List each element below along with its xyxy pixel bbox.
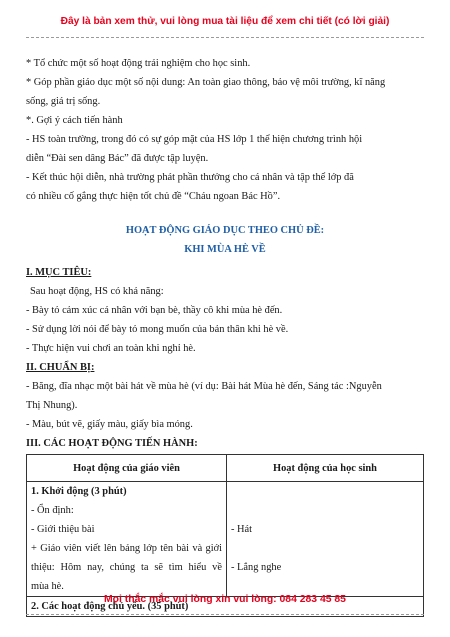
table-header-row [27,455,424,482]
document-body [26,54,424,617]
student-line: - Lắng nghe [231,562,282,573]
objective-line: Sau hoạt động, HS có khả năng: [30,286,164,297]
intro-line: diễn “Đài sen dâng Bác” đã được tập luyện. [26,153,209,164]
intro-line: * Góp phần giáo dục một số nội dung: An toàn giao thông, bảo vệ môi trường, kĩ năng [26,77,386,88]
intro-line: *. Gợi ý cách tiến hành [26,115,123,126]
objective-line: - Bày tỏ cảm xúc cá nhân với bạn bè, thầy cô khi mùa hè đến. [26,305,283,316]
objective-line: - Sử dụng lời nói để bày tỏ mong muốn của bản thân khi hè về. [26,324,289,335]
col-teacher-header: Hoạt động của giáo viên [27,455,227,482]
teacher-line: mùa hè. [31,581,64,592]
topic-title: HOẠT ĐỘNG GIÁO DỤC THEO CHỦ ĐỀ: [125,225,325,236]
header-divider [26,37,424,38]
preparation-line: - Màu, bút vẽ, giấy màu, giấy bìa móng. [26,419,193,430]
preparation-line: Thị Nhung). [26,400,78,411]
footer-banner: Mọi thắc mắc vui lòng xin vui lòng: 084 283 45 85 [104,594,346,605]
intro-line: - HS toàn trường, trong đó có sự góp mặt của HS lớp 1 thể hiện chương trình hội [26,134,363,145]
header-banner: Đây là bản xem thử, vui lòng mua tài liệu để xem chi tiết (có lời giải) [60,16,390,27]
teacher-line: - Ổn định: [31,505,74,516]
teacher-line: + Giáo viên viết lên bảng lớp tên bài và giới [31,543,222,554]
intro-line: sống, giá trị sống. [26,96,101,107]
row-title: 1. Khởi động (3 phút) [31,486,127,497]
activities-table [26,454,424,617]
objective-line: - Thực hiện vui chơi an toàn khi nghỉ hè. [26,343,196,354]
col-student-header: Hoạt động của học sinh [227,455,424,482]
intro-line: có nhiều cố gắng thực hiện tốt chủ đề “Cháu ngoan Bác Hồ”. [26,191,281,202]
table-row [27,482,424,597]
teacher-line: thiệu: Hôm nay, chúng ta sẽ tìm hiểu về [31,562,222,573]
topic-name: KHI MÙA HÈ VỀ [184,244,266,255]
section-heading-objectives: I. MỤC TIÊU: [26,267,92,278]
preparation-line: - Băng, đĩa nhạc một bài hát về mùa hè (ví dụ: Bài hát Mùa hè đến, Sáng tác :Nguyễn [26,381,382,392]
student-cell [227,482,424,597]
intro-line: - Kết thúc hội diễn, nhà trường phát phần thưởng cho cá nhân và tập thể lớp đã [26,172,354,183]
section-heading-preparation: II. CHUẨN BỊ: [26,362,95,373]
student-line: - Hát [231,524,253,535]
section-heading-activities: III. CÁC HOẠT ĐỘNG TIẾN HÀNH: [26,438,198,449]
row-title: 2. Các hoạt động chủ yếu. (35 phút) [27,597,424,617]
intro-line: * Tổ chức một số hoạt động trải nghiệm cho học sinh. [26,58,251,69]
footer-divider [26,614,424,615]
teacher-cell [27,482,227,597]
teacher-line: - Giới thiệu bài [31,524,95,535]
